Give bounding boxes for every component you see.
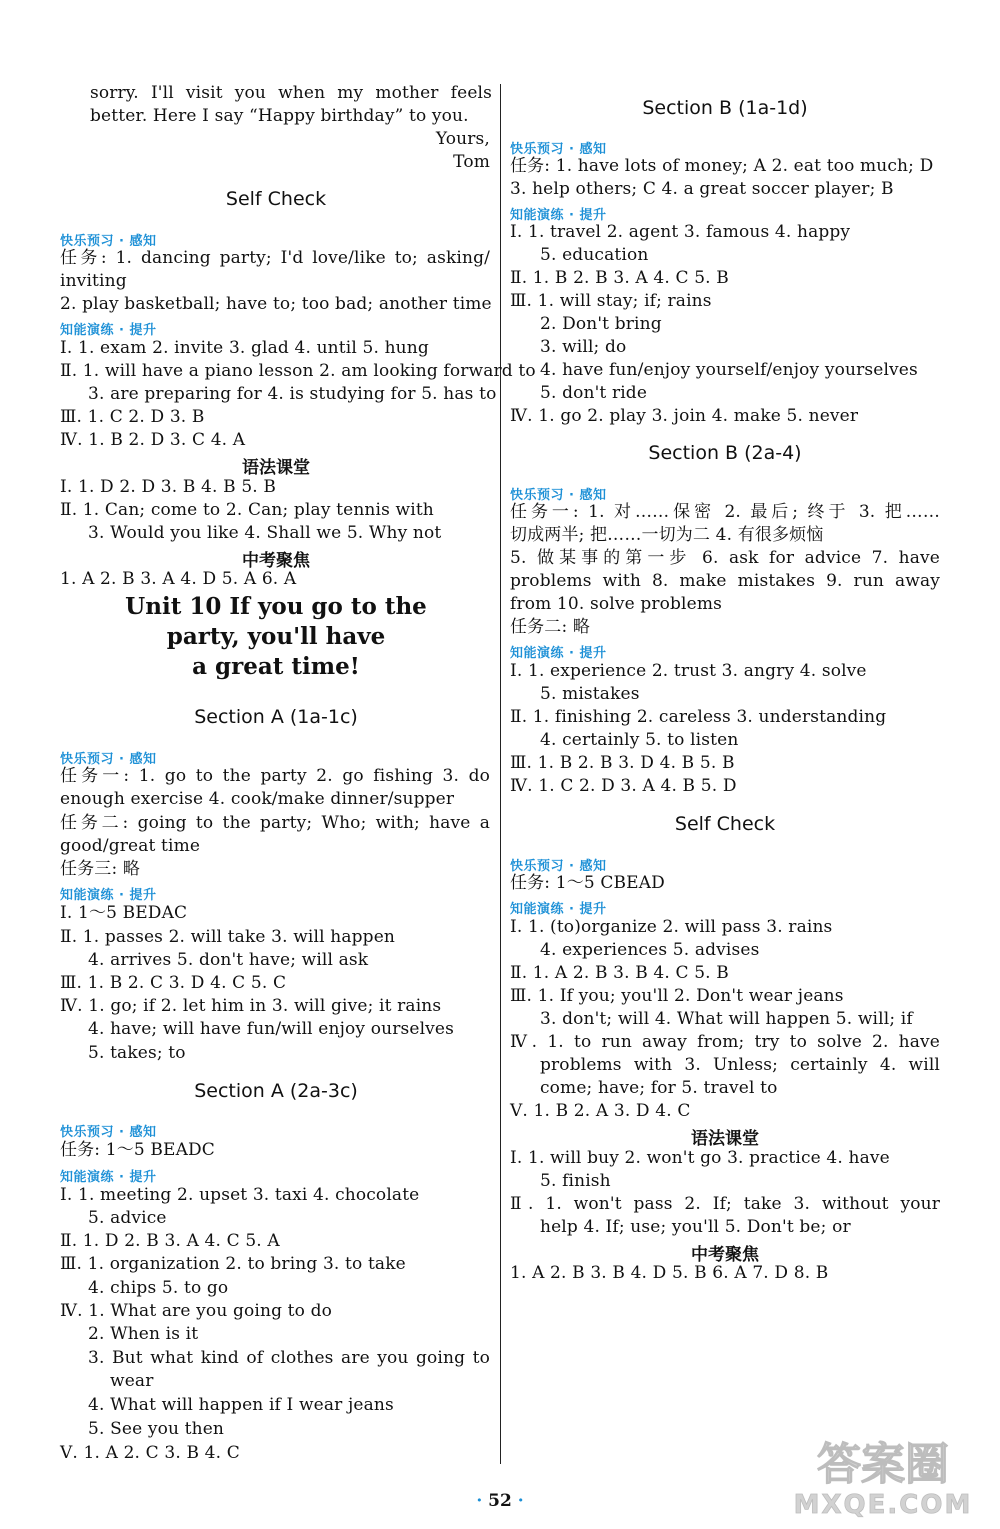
answer-line: Ⅳ. 1. What are you going to do bbox=[60, 1301, 333, 1321]
answer-line: 5. takes; to bbox=[88, 1043, 186, 1063]
answer-line: Ⅰ. 1. meeting 2. upset 3. taxi 4. chocolate bbox=[60, 1185, 420, 1205]
answer-line: Ⅴ. 1. B 2. A 3. D 4. C bbox=[510, 1101, 691, 1121]
task-line: from 10. solve problems bbox=[510, 594, 722, 614]
task-line: 5. 做某事的第一步 6. ask for advice 7. have bbox=[510, 548, 940, 568]
practice-tag: 知能演练 · 提升 bbox=[60, 888, 157, 903]
answer-line: 5. See you then bbox=[88, 1419, 225, 1439]
letter-signature: Tom bbox=[453, 152, 490, 172]
answer-line: 4. arrives 5. don't have; will ask bbox=[88, 950, 369, 970]
unit-title: a great time! bbox=[192, 653, 360, 680]
answer-line: Ⅰ. 1. exam 2. invite 3. glad 4. until 5. hung bbox=[60, 338, 429, 358]
section-heading: Section A (1a-1c) bbox=[194, 706, 358, 728]
section-heading: Section A (2a-3c) bbox=[194, 1080, 358, 1102]
column-divider bbox=[500, 84, 501, 1464]
answer-line: Ⅰ. 1～5 BEDAC bbox=[60, 903, 188, 923]
answer-line: Ⅳ. 1. C 2. D 3. A 4. B 5. D bbox=[510, 776, 737, 796]
answer-line: Ⅰ. 1. (to)organize 2. will pass 3. rains bbox=[510, 917, 833, 937]
exam-focus-heading: 中考聚焦 bbox=[691, 1245, 759, 1265]
answer-line: 1. A 2. B 3. B 4. D 5. B 6. A 7. D 8. B bbox=[510, 1263, 829, 1283]
answer-line: 5. don't ride bbox=[540, 383, 648, 403]
task-line: 任务一: 1. go to the party 2. go fishing 3. do bbox=[60, 766, 490, 786]
task-line: 任务: 1～5 BEADC bbox=[60, 1140, 215, 1160]
practice-tag: 知能演练 · 提升 bbox=[510, 646, 607, 661]
page-number bbox=[460, 1491, 540, 1511]
page-number-dot: · bbox=[517, 1491, 524, 1511]
answer-line: 3. will; do bbox=[540, 337, 627, 357]
answer-line: 2. Don't bring bbox=[540, 314, 662, 334]
answer-line: Ⅳ. 1. to run away from; try to solve 2. have bbox=[510, 1032, 940, 1052]
answer-line: Ⅱ. 1. finishing 2. careless 3. understanding bbox=[510, 707, 887, 727]
answer-line: Ⅱ. 1. A 2. B 3. B 4. C 5. B bbox=[510, 963, 729, 983]
answer-line: Ⅱ. 1. passes 2. will take 3. will happen bbox=[60, 927, 396, 947]
task-line: 2. play basketball; have to; too bad; another time bbox=[60, 294, 492, 314]
answer-line: Ⅱ. 1. will have a piano lesson 2. am looking forward to bbox=[60, 361, 536, 381]
answer-line: Ⅲ. 1. B 2. B 3. D 4. B 5. B bbox=[510, 753, 735, 773]
preview-tag: 快乐预习 · 感知 bbox=[510, 488, 607, 503]
answer-line: Ⅱ. 1. won't pass 2. If; take 3. without your bbox=[510, 1194, 940, 1214]
practice-tag: 知能演练 · 提升 bbox=[60, 323, 157, 338]
answer-line: 1. A 2. B 3. A 4. D 5. A 6. A bbox=[60, 569, 297, 589]
watermark-domain-text: MXQE.COM bbox=[793, 1490, 973, 1520]
practice-tag: 知能演练 · 提升 bbox=[510, 208, 607, 223]
page-number-value: 52 bbox=[488, 1491, 512, 1511]
preview-tag: 快乐预习 · 感知 bbox=[60, 234, 157, 249]
answer-line: 4. experiences 5. advises bbox=[540, 940, 760, 960]
answer-line: Ⅱ. 1. D 2. B 3. A 4. C 5. A bbox=[60, 1231, 280, 1251]
answer-line: 3. But what kind of clothes are you going to bbox=[88, 1348, 490, 1368]
answer-line: 5. advice bbox=[88, 1208, 167, 1228]
answer-line: 4. certainly 5. to listen bbox=[540, 730, 739, 750]
answer-line: Ⅰ. 1. D 2. D 3. B 4. B 5. B bbox=[60, 477, 277, 497]
answer-line: Ⅲ. 1. C 2. D 3. B bbox=[60, 407, 205, 427]
task-line: 任务: 1～5 CBEAD bbox=[510, 873, 665, 893]
answer-line: 3. don't; will 4. What will happen 5. will; if bbox=[540, 1009, 913, 1029]
self-check-heading: Self Check bbox=[674, 813, 776, 835]
answer-line: Ⅲ. 1. B 2. C 3. D 4. C 5. C bbox=[60, 973, 287, 993]
answer-line: 3. are preparing for 4. is studying for 5. has to bbox=[88, 384, 497, 404]
self-check-heading: Self Check bbox=[225, 188, 327, 210]
watermark-logo-text: 答案圈 bbox=[817, 1439, 949, 1490]
answer-line: Ⅳ. 1. go; if 2. let him in 3. will give; it rains bbox=[60, 996, 442, 1016]
preview-tag: 快乐预习 · 感知 bbox=[510, 142, 607, 157]
task-line: good/great time bbox=[60, 836, 201, 856]
answer-line: 5. education bbox=[540, 245, 649, 265]
task-line: 任务一: 1. 对……保密 2. 最后; 终于 3. 把…… bbox=[510, 502, 940, 522]
answer-line: Ⅰ. 1. will buy 2. won't go 3. practice 4. have bbox=[510, 1148, 890, 1168]
task-line: inviting bbox=[60, 271, 127, 291]
exam-focus-heading: 中考聚焦 bbox=[242, 551, 310, 571]
task-line: 任务二: 略 bbox=[510, 617, 591, 637]
task-line: 任务: 1. have lots of money; A 2. eat too much; D bbox=[510, 156, 934, 176]
task-line: 任务: 1. dancing party; I'd love/like to; asking/ bbox=[60, 248, 490, 268]
answer-line: 4. chips 5. to go bbox=[88, 1278, 229, 1298]
letter-line: sorry. I'll visit you when my mother feels bbox=[90, 83, 492, 103]
unit-title: Unit 10 If you go to the bbox=[125, 593, 427, 620]
grammar-heading: 语法课堂 bbox=[691, 1129, 759, 1149]
answer-line: Ⅳ. 1. B 2. D 3. C 4. A bbox=[60, 430, 246, 450]
answer-line: Ⅳ. 1. go 2. play 3. join 4. make 5. never bbox=[510, 406, 859, 426]
answer-line: Ⅱ. 1. Can; come to 2. Can; play tennis with bbox=[60, 500, 434, 520]
watermark-logo bbox=[778, 1431, 988, 1521]
preview-tag: 快乐预习 · 感知 bbox=[60, 1125, 157, 1140]
section-heading: Section B (2a-4) bbox=[648, 442, 802, 464]
answer-line: Ⅲ. 1. will stay; if; rains bbox=[510, 291, 712, 311]
task-line: enough exercise 4. cook/make dinner/supper bbox=[60, 789, 455, 809]
answer-line: 5. finish bbox=[540, 1171, 611, 1191]
task-line: 3. help others; C 4. a great soccer player; B bbox=[510, 179, 894, 199]
answer-line: Ⅰ. 1. travel 2. agent 3. famous 4. happy bbox=[510, 222, 851, 242]
section-heading: Section B (1a-1d) bbox=[642, 97, 808, 119]
task-line: 切成两半; 把……一切为二 4. 有很多烦恼 bbox=[510, 525, 824, 545]
answer-line: Ⅱ. 1. B 2. B 3. A 4. C 5. B bbox=[510, 268, 729, 288]
grammar-heading: 语法课堂 bbox=[242, 458, 310, 478]
practice-tag: 知能演练 · 提升 bbox=[60, 1170, 157, 1185]
answer-line: come; have; for 5. travel to bbox=[540, 1078, 778, 1098]
answer-line: 3. Would you like 4. Shall we 5. Why not bbox=[88, 523, 442, 543]
task-line: 任务二: going to the party; Who; with; have a bbox=[60, 813, 490, 833]
task-line: problems with 8. make mistakes 9. run away bbox=[510, 571, 940, 591]
answer-line: Ⅰ. 1. experience 2. trust 3. angry 4. solve bbox=[510, 661, 867, 681]
page-number-dot: · bbox=[476, 1491, 483, 1511]
answer-line: 2. When is it bbox=[88, 1324, 199, 1344]
letter-closing: Yours, bbox=[435, 129, 490, 149]
preview-tag: 快乐预习 · 感知 bbox=[60, 752, 157, 767]
answer-line: wear bbox=[110, 1371, 154, 1391]
practice-tag: 知能演练 · 提升 bbox=[510, 902, 607, 917]
preview-tag: 快乐预习 · 感知 bbox=[510, 859, 607, 874]
answer-line: 5. mistakes bbox=[540, 684, 640, 704]
answer-line: Ⅲ. 1. organization 2. to bring 3. to take bbox=[60, 1254, 406, 1274]
answer-line: Ⅴ. 1. A 2. C 3. B 4. C bbox=[60, 1443, 240, 1463]
unit-title: party, you'll have bbox=[166, 623, 386, 650]
letter-line: better. Here I say “Happy birthday” to you. bbox=[90, 106, 469, 126]
answer-line: help 4. If; use; you'll 5. Don't be; or bbox=[540, 1217, 851, 1237]
answer-line: Ⅲ. 1. If you; you'll 2. Don't wear jeans bbox=[510, 986, 844, 1006]
answer-line: 4. have; will have fun/will enjoy ourselves bbox=[88, 1019, 454, 1039]
answer-line: 4. have fun/enjoy yourself/enjoy yourselves bbox=[540, 360, 918, 380]
answer-line: problems with 3. Unless; certainly 4. will bbox=[540, 1055, 940, 1075]
task-line: 任务三: 略 bbox=[60, 859, 141, 879]
answer-line: 4. What will happen if I wear jeans bbox=[88, 1395, 394, 1415]
